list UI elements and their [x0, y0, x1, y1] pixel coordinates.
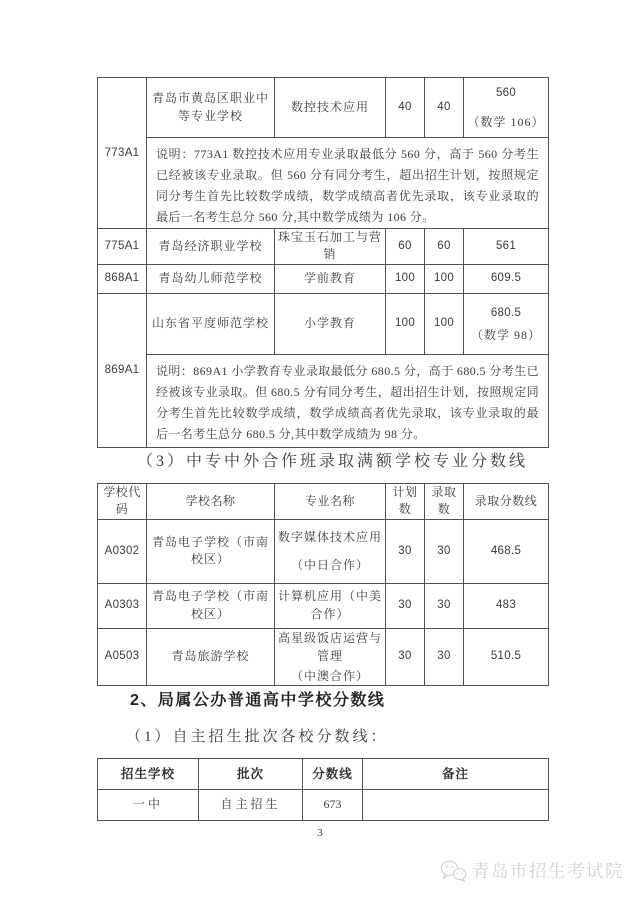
score-note: （数学 106） — [467, 115, 545, 129]
admission-note: 说明：773A1 数控技术应用专业录取最低分 560 分，高于 560 分考生已经被该专业录取。但 560 分有同分考生，超出招生计划，按照规定同分考生首先比较数学成绩，数学成绩高者优先录取，该专业录取的最后一名考生总分 560 分,其中数学成绩为 106 分。 — [147, 138, 549, 229]
batch-name: 自主招生 — [199, 790, 303, 821]
major-name: 数控技术应用 — [275, 78, 386, 138]
score-value: 468.5 — [464, 519, 549, 583]
score-cell — [464, 293, 549, 354]
plan-count: 30 — [386, 583, 425, 628]
col-header-major: 专业名称 — [275, 484, 386, 520]
school-code: 773A1 — [98, 78, 147, 229]
watermark-text: 青岛市招生考试院 — [472, 861, 624, 881]
table-header-row — [98, 484, 549, 520]
school-code: 868A1 — [98, 264, 147, 293]
table-row — [98, 229, 549, 265]
remark-cell — [363, 790, 549, 821]
school-name: 青岛电子学校（市南校区） — [147, 519, 275, 583]
major-name: 数字媒体技术应用 — [277, 530, 382, 545]
school-name: 一中 — [98, 790, 199, 821]
coop-admission-table — [97, 483, 549, 686]
table-row — [98, 628, 549, 685]
admission-note: 说明：869A1 小学教育专业录取最低分 680.5 分，高于 680.5 分考生已经被该专业录取。但 680.5 分有同分考生，超出招生计划，按照规定同分考生首先比较数学成绩，数学成绩高者优先录取，该专业录取的最后一名考生总分 680.5 分,其中数学成绩为 98 分。 — [147, 354, 549, 447]
school-name: 青岛经济职业学校 — [147, 229, 275, 265]
score-value: 680.5 — [490, 306, 522, 319]
school-name: 山东省平度师范学校 — [147, 293, 275, 354]
admitted-count: 30 — [425, 519, 464, 583]
plan-count: 100 — [386, 293, 425, 354]
self-enrollment-table — [97, 758, 549, 821]
subsection-title-self-enrollment: （1）自主招生批次各校分数线： — [126, 729, 389, 745]
score-value: 483 — [464, 583, 549, 628]
watermark — [439, 858, 624, 883]
col-header-code: 学校代码 — [98, 484, 147, 520]
major-name: 高星级饭店运营与管理 — [277, 630, 382, 663]
score-value: 561 — [464, 229, 549, 265]
section-title-public-hs: 2、局属公办普通高中学校分数线 — [130, 692, 386, 709]
col-header-admitted: 录取数 — [425, 484, 464, 520]
score-value: 510.5 — [464, 628, 549, 685]
major-name: 小学教育 — [275, 293, 386, 354]
plan-count: 60 — [386, 229, 425, 265]
school-name: 青岛幼儿师范学校 — [147, 264, 275, 293]
col-header-school: 学校名称 — [147, 484, 275, 520]
table-row — [98, 790, 549, 821]
plan-count: 40 — [386, 78, 425, 138]
table-header-row — [98, 759, 549, 790]
col-header-remark: 备注 — [363, 759, 549, 790]
table-row — [98, 264, 549, 293]
section-title-coop: （3）中专中外合作班录取满额学校专业分数线 — [137, 453, 529, 470]
page-number: 3 — [317, 827, 323, 839]
table-row — [98, 138, 549, 229]
admitted-count: 40 — [425, 78, 464, 138]
wechat-icon — [439, 859, 467, 883]
school-code: 775A1 — [98, 229, 147, 265]
major-coop-note: （中澳合作） — [290, 668, 369, 683]
school-name: 青岛市黄岛区职业中等专业学校 — [147, 78, 275, 138]
school-code: A0303 — [98, 583, 147, 628]
admitted-count: 30 — [425, 583, 464, 628]
score-value: 673 — [303, 790, 363, 821]
table-row — [98, 519, 549, 583]
col-header-scoreline: 分数线 — [303, 759, 363, 790]
col-header-school: 招生学校 — [98, 759, 199, 790]
plan-count: 100 — [386, 264, 425, 293]
school-code: A0302 — [98, 519, 147, 583]
table-row — [98, 78, 549, 138]
school-name: 青岛旅游学校 — [147, 628, 275, 685]
table-row — [98, 293, 549, 354]
major-name: 计算机应用（中美合作） — [275, 583, 386, 628]
table-row — [98, 583, 549, 628]
plan-count: 30 — [386, 628, 425, 685]
school-code: 869A1 — [98, 293, 147, 447]
major-name: 珠宝玉石加工与营销 — [275, 229, 386, 265]
school-code: A0503 — [98, 628, 147, 685]
admitted-count: 100 — [425, 264, 464, 293]
admitted-count: 100 — [425, 293, 464, 354]
admitted-count: 60 — [425, 229, 464, 265]
table-row — [98, 354, 549, 447]
admitted-count: 30 — [425, 628, 464, 685]
major-name: 学前教育 — [275, 264, 386, 293]
school-name: 青岛电子学校（市南校区） — [147, 583, 275, 628]
top-admission-table — [97, 77, 549, 448]
major-cell — [275, 628, 386, 685]
major-coop-note: （中日合作） — [290, 558, 369, 573]
col-header-batch: 批次 — [199, 759, 303, 790]
score-value: 609.5 — [464, 264, 549, 293]
col-header-plan: 计划数 — [386, 484, 425, 520]
score-note: （数学 98） — [470, 327, 541, 342]
col-header-score: 录取分数线 — [464, 484, 549, 520]
plan-count: 30 — [386, 519, 425, 583]
major-cell — [275, 519, 386, 583]
score-cell — [464, 78, 549, 138]
score-value: 560 — [495, 87, 517, 99]
